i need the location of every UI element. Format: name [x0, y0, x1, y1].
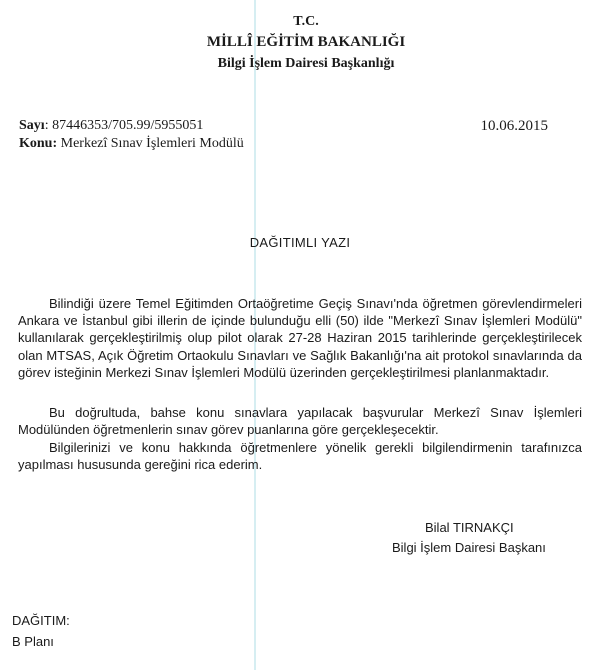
header-department: Bilgi İşlem Dairesi Başkanlığı	[217, 56, 395, 71]
subject	[19, 136, 244, 152]
distribution-item: B Planı	[12, 634, 54, 649]
signatory-name: Bilal TIRNAKÇI	[425, 520, 514, 535]
document-date: 10.06.2015	[480, 118, 548, 134]
sayi-value: : 87446353/705.99/5955051	[44, 118, 204, 133]
reference-number	[19, 118, 203, 134]
distribution-label: DAĞITIM:	[12, 613, 70, 628]
body-paragraph-2: Bu doğrultuda, bahse konu sınavlara yapılacak başvurular Merkezî Sınav İşlemleri Modülünden öğretmenlerin sınav görev puanlarına göre gerçekleşecektir.	[18, 405, 582, 438]
signatory-title: Bilgi İşlem Dairesi Başkanı	[392, 540, 546, 555]
document-title: DAĞITIMLI YAZI	[249, 235, 351, 250]
body-paragraph-1: Bilindiği üzere Temel Eğitimden Ortaöğretime Geçiş Sınavı'nda öğretmen görevlendirmeleri Ankara ve İstanbul gibi illerin de içinde bulunduğu elli (50) ilde "Merkezî Sınav İşlemleri Modülü" kullanılarak gerçekleştirilmiş olup pilot olarak 27-28 Haziran 2015 tarihlerinde gerçekleştirilecek olan MTSAS, Açık Öğretim Ortaokulu Sınavları ve Sağlık Bakanlığı'na ait protokol sınavlarında da görev isteğinin Merkezi Sınav İşlemleri Modülü üzerinden gerçekleştirilmesi planlanmaktadır.	[18, 296, 582, 380]
header-ministry: MİLLÎ EĞİTİM BAKANLIĞI	[206, 34, 406, 50]
konu-value: Merkezî Sınav İşlemleri Modülü	[57, 136, 244, 151]
header-country: T.C.	[293, 14, 319, 29]
sayi-label: Sayı	[19, 118, 45, 133]
konu-label: Konu:	[19, 136, 58, 151]
body-paragraph-3: Bilgilerinizi ve konu hakkında öğretmenlere yönelik gerekli bilgilendirmenin tarafınızca yapılması hususunda gereğini rica ederim.	[18, 440, 582, 473]
